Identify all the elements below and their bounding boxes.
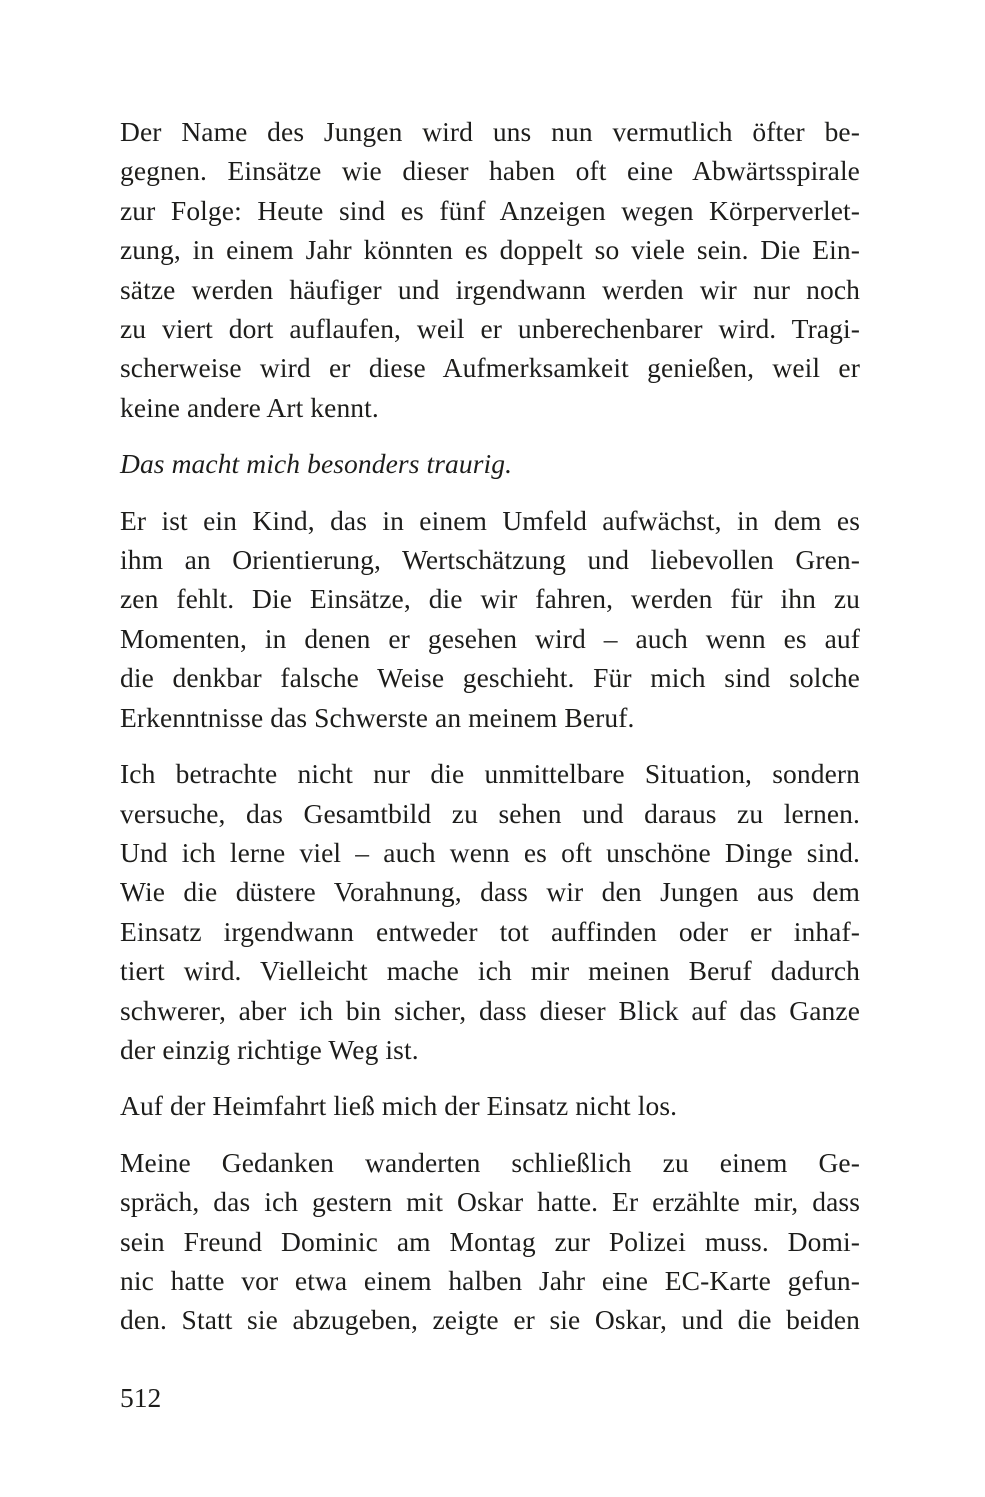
text-line: zu viert dort auflaufen, weil er unberechenbarer wird. Tragi- (120, 313, 860, 345)
text-line: schwerer, aber ich bin sicher, dass dieser Blick auf das Ganze (120, 994, 860, 1026)
text-line: Momenten, in denen er gesehen wird – auch wenn es auf (120, 622, 860, 654)
text-line: Meine Gedanken wanderten schließlich zu einem Ge- (120, 1146, 860, 1178)
text-line: ihm an Orientierung, Wertschätzung und liebevollen Gren- (120, 544, 860, 576)
page-text-block (120, 112, 860, 1357)
paragraph (120, 1143, 860, 1340)
text-line: Der Name des Jungen wird uns nun vermutlich öfter be- (120, 116, 860, 147)
text-line: die denkbar falsche Weise geschieht. Für mich sind solche (120, 662, 860, 694)
text-line: tiert wird. Vielleicht mache ich mir meinen Beruf dadurch (120, 955, 860, 987)
text-line: zung, in einem Jahr könnten es doppelt so viele sein. Die Ein- (120, 234, 860, 266)
text-line: Und ich lerne viel – auch wenn es oft unschöne Dinge sind. (120, 836, 860, 868)
text-line: der einzig richtige Weg ist. (120, 1033, 419, 1065)
paragraph-emphasized (120, 444, 860, 483)
text-line: spräch, das ich gestern mit Oskar hatte. Er erzählte mir, dass (120, 1186, 860, 1218)
text-line: Erkenntnisse das Schwerste an meinem Beruf. (120, 701, 635, 733)
text-line: gegnen. Einsätze wie dieser haben oft eine Abwärtsspirale (120, 155, 860, 187)
text-line: Wie die düstere Vorahnung, dass wir den Jungen aus dem (120, 876, 860, 908)
page-number: 512 (120, 1382, 162, 1413)
text-line: Auf der Heimfahrt ließ mich der Einsatz nicht los. (120, 1090, 678, 1122)
text-line: Einsatz irgendwann entweder tot auffinden oder er inhaf- (120, 915, 860, 947)
text-line: sein Freund Dominic am Montag zur Polizei muss. Domi- (120, 1225, 860, 1257)
text-line: Ich betrachte nicht nur die unmittelbare Situation, sondern (120, 758, 860, 790)
text-line: scherweise wird er diese Aufmerksamkeit genießen, weil er (120, 352, 860, 384)
text-line: keine andere Art kennt. (120, 391, 379, 423)
text-line: nic hatte vor etwa einem halben Jahr eine EC-Karte gefun- (120, 1264, 860, 1296)
text-line: zur Folge: Heute sind es fünf Anzeigen wegen Körperverlet- (120, 194, 860, 226)
text-line: den. Statt sie abzugeben, zeigte er sie Oskar, und die beiden (120, 1304, 860, 1336)
paragraph (120, 754, 860, 1069)
text-line: Das macht mich besonders traurig. (120, 448, 513, 480)
text-line: sätze werden häufiger und irgendwann werden wir nur noch (120, 273, 860, 305)
text-line: versuche, das Gesamtbild zu sehen und daraus zu lernen. (120, 797, 860, 829)
paragraph (120, 1086, 860, 1125)
text-line: zen fehlt. Die Einsätze, die wir fahren, werden für ihn zu (120, 583, 860, 615)
paragraph (120, 501, 860, 737)
text-line: Er ist ein Kind, das in einem Umfeld aufwächst, in dem es (120, 504, 860, 536)
paragraph (120, 112, 860, 427)
